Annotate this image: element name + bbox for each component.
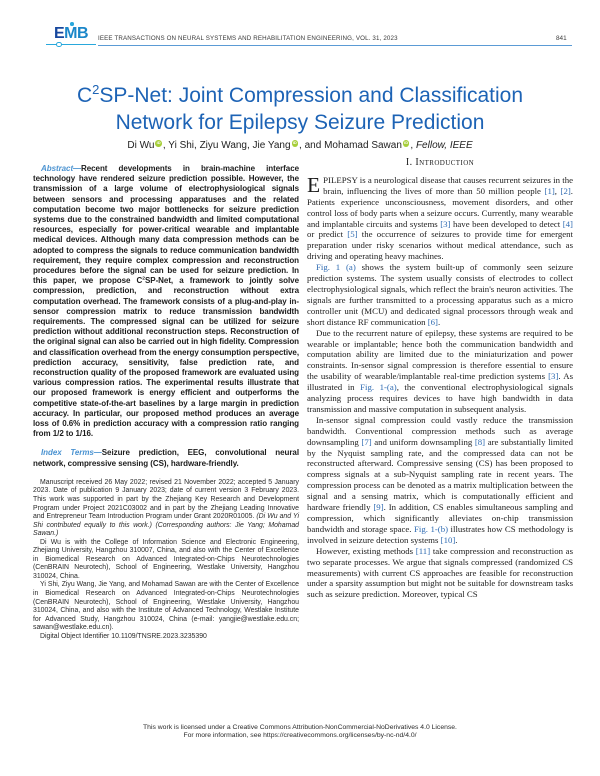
text-segment: take compression and reconstruction as two separate processes. We argue that signals compressed (randomized CS measurements) with current CS approaches are feasible for reconstruction under a sparsity assumption but might not be suitable for downstream tasks such as seizure prediction. Moreover, typical CS: [307, 545, 573, 600]
author-name: , and Mohamad Sawan: [299, 140, 402, 151]
embs-logo-text: [46, 26, 96, 42]
citation-link[interactable]: [2]: [560, 185, 571, 196]
title-text: C: [76, 84, 93, 107]
orcid-icon[interactable]: iD: [404, 140, 409, 145]
text-segment: illustrates how CS methodology is involved in seizure detection systems: [307, 523, 573, 545]
citation-link[interactable]: [3]: [440, 218, 451, 229]
title-text: SP-Net: Joint Compression and Classification: [99, 84, 524, 107]
text-segment: have been developed to detect: [450, 218, 563, 229]
text-segment: the occurrence of seizures to provide time for emergent preparation under risky scenarios without medical attendance, such as driving and operating heavy machines.: [307, 229, 573, 262]
citation-link[interactable]: [6]: [427, 316, 438, 327]
author-name: Di Wu: [127, 140, 155, 151]
paper-title-line2: Network for Epilepsy Seizure Prediction: [115, 111, 485, 134]
person-icon: [70, 22, 74, 26]
paper-title-line1: [0, 82, 600, 109]
figure-link[interactable]: Fig. 1 (a): [316, 262, 356, 273]
body-paragraph: [307, 546, 573, 601]
left-column: [33, 164, 299, 641]
orcid-icon[interactable]: iD: [292, 140, 297, 145]
affiliation-note: Yi Shi, Ziyu Wang, Jie Yang, and Mohamad Sawan are with the Center of Excellence in Biomedical Research on Advanced Integrated-on-Chips Neurotechnologies (CenBRAIN Neurotech), School of Engineering, Westlake University, Hangzhou 310024, China, and also with the Institute of Advanced Technology, Westlake Institute for Advanced Study, Hangzhou 310024, China (e-mail: yangjie@westlake.edu.cn; sawan@westlake.edu.cn).: [33, 581, 299, 632]
orcid-icon[interactable]: iD: [156, 140, 161, 145]
abstract-paragraph: [33, 164, 299, 439]
text-segment: are substantially limited by the Nyquist sampling rate, and the compressed data can not be reconstructed afterward. Compressive sensing (CS) has been proposed to compress signals at a sub-Nyquist sampling rate in recent years. The compression process can be denoted as a matrix multiplication between the signal and a sensing matrix, which is computationally efficient and hardware friendly: [307, 436, 573, 513]
text-segment: (Di Wu and Yi Shi contributed equally to this work.) (Corresponding authors: Jie Yang; Mohamad Sawan.): [33, 513, 299, 538]
drop-cap: E: [307, 172, 321, 197]
citation-link[interactable]: [3]: [548, 371, 559, 382]
citation-link[interactable]: [4]: [562, 218, 573, 229]
author-name: , Yi Shi, Ziyu Wang, Jie Yang: [162, 140, 291, 151]
text-segment: shows the system built-up of commonly seen seizure prediction systems. The system usually consists of electrodes to collect electrophysiological signals, which reflect the brain's neuron activities. The signals are further transmitted to a processing apparatus such as a micro controller unit (MCU) and dedicated signal processors through weak and short distance RF communication: [307, 262, 574, 327]
index-terms-label: Index Terms—: [41, 448, 102, 458]
text-segment: In-sensor signal compression could vastly reduce the transmission bandwidth. Conventional compression methods such as average downsampling: [307, 414, 573, 447]
license-url[interactable]: For more information, see https://creativecommons.org/licenses/by-nc-nd/4.0/: [183, 732, 417, 740]
text-segment: , the conventional electrophysiological signals analyzing process requires devices to have high bandwidth in data transmission and massive computation in subsequent analysis.: [307, 382, 573, 414]
text-segment: .: [455, 534, 458, 545]
citation-link[interactable]: [7]: [361, 436, 372, 447]
figure-link[interactable]: Fig. 1-(b): [414, 523, 449, 534]
license-line: This work is licensed under a Creative Commons Attribution-NonCommercial-NoDerivatives 4.0 License.: [143, 724, 457, 731]
section-heading-introduction: I. Introduction: [405, 157, 475, 168]
text-segment: Recent developments in brain-machine interface technology have rendered seizure prediction possible. However, the transmission of a large volume of electrophysiological signals between sensors and processing apparatuses and the related computation become two major bottlenecks for seizure prediction systems due to the constrained bandwidth and limited computational resources, especially for power-critical wearable and implantable medical devices. Although many data compression methods can be adopted to compress the signals to reduce communication bandwidth requirement, they require complex compression and reconstruction procedures before the signal can be used for seizure prediction. In this paper, we propose C: [33, 164, 299, 286]
body-paragraph: [307, 328, 573, 415]
author-title: Fellow, IEEE: [415, 140, 473, 151]
logo-letter: E: [53, 25, 65, 42]
body-paragraph: [307, 262, 573, 327]
text-segment: PILEPSY is a neurological disease that causes recurrent seizures in the brain, influencing the lives of more than 50 million people: [323, 174, 573, 196]
logo-rule: [46, 44, 96, 45]
body-paragraph: [307, 172, 573, 262]
text-segment: Manuscript received 26 May 2022; revised 21 November 2022; accepted 5 January 2023. Date of publication 9 January 2023; date of current version 3 February 2023. This work was supported in part by the Zhejiang Key Research and Development Program under Project 2021C03002 and in part by the Zhejiang Leading Innovative and Entrepreneur Team Introduction Program under Grant 2020R01005.: [33, 478, 299, 521]
text-segment: or predict: [307, 229, 348, 240]
citation-link[interactable]: [8]: [474, 436, 486, 447]
text-segment: and uniform downsampling: [371, 436, 475, 447]
citation-link[interactable]: [9]: [373, 502, 384, 513]
affiliation-note: Di Wu is with the College of Information Science and Electronic Engineering, Zhejiang University, Hangzhou 310007, China, and also with the Center of Excellence in Biomedical Research on Advanced Integrated-on-Chips Neurotechnologies (CenBRAIN Neurotech), School of Engineering, Westlake University, Hangzhou 310024, China.: [33, 538, 299, 580]
citation-link[interactable]: [1]: [544, 185, 555, 196]
manuscript-note: [33, 479, 299, 539]
text-segment: 2: [142, 276, 145, 282]
doi-note: Digital Object Identifier 10.1109/TNSRE.2023.3235390: [40, 632, 207, 640]
abstract-text: [33, 164, 299, 438]
abstract-section: [33, 164, 299, 469]
text-segment: . In addition, CS enables simultaneous sampling and compression, which significantly alleviates on-chip transmission bandwidth and storage space.: [307, 502, 574, 534]
first-page-footnotes: [33, 479, 299, 641]
title-superscript: 2: [92, 82, 100, 97]
figure-link[interactable]: Fig. 1-(a): [360, 382, 397, 393]
text-segment: Due to the recurrent nature of epilepsy, these systems are required to be wearable or implantable; hence both the communication bandwidth and computation ability are limited due to the miniaturization and power constraints. In-sensor signal compression is therefore essential to ensure the usability of wearable/implantable real-time prediction systems: [307, 327, 573, 382]
body-paragraph: [307, 415, 573, 546]
citation-link[interactable]: [10]: [440, 534, 456, 545]
index-terms-paragraph: [33, 448, 299, 468]
text-segment: . As illustrated in: [307, 371, 573, 393]
abstract-label: Abstract—: [41, 164, 82, 173]
right-column: [307, 158, 573, 600]
text-segment: . Patients experience unconsciousness, movement disorders, and other control loss of body parts when a seizure occurs. Currently, many wearable and implantable circuits and systems: [307, 185, 573, 229]
embs-logo: [46, 26, 96, 45]
journal-header: IEEE TRANSACTIONS ON NEURAL SYSTEMS AND REHABILITATION ENGINEERING, VOL. 31, 2023: [98, 35, 398, 42]
citation-link[interactable]: [11]: [415, 545, 431, 556]
text-segment: .: [437, 316, 441, 327]
text-segment: However, existing methods: [316, 545, 416, 556]
text-segment: SP-Net, a framework to jointly solve compression, prediction, and reconstruction without extra computation overhead. The framework consists of a plug-and-play in-sensor compression matrix to reduce transmission bandwidth requirements. The compressed signal can be utilized for seizure prediction without additional reconstruction steps. Reconstruction of the original signal can also be carried out in high fidelity. Compression and classification overhead from the energy consumption perspective, prediction accuracy, sensitivity, false prediction rate, and reconstruction quality of the proposed framework are evaluated using various compression ratios. The experimental results illustrate that our proposed framework is energy efficient and outperforms the competitive state-of-the-art baselines by a large margin in prediction accuracy. In particular, our proposed method produces an average loss of 0.6% in prediction accuracy with a compression ratio ranging from 1/2 to 1/16.: [33, 276, 299, 439]
text-segment: ,: [554, 185, 561, 196]
logo-letter: M: [64, 25, 77, 42]
index-terms-text: Seizure prediction, EEG, convolutional neural network, compressive sensing (CS), hardware-friendly.: [33, 448, 299, 468]
citation-link[interactable]: [5]: [347, 229, 358, 240]
page-number: 841: [556, 35, 567, 42]
author-line: [0, 140, 600, 151]
license-footer: [0, 724, 600, 741]
logo-dot: [56, 42, 62, 48]
author-name: ,: [410, 140, 416, 151]
paper-title: [0, 82, 600, 136]
header-rule: [98, 45, 572, 46]
logo-letter: B: [76, 25, 89, 42]
